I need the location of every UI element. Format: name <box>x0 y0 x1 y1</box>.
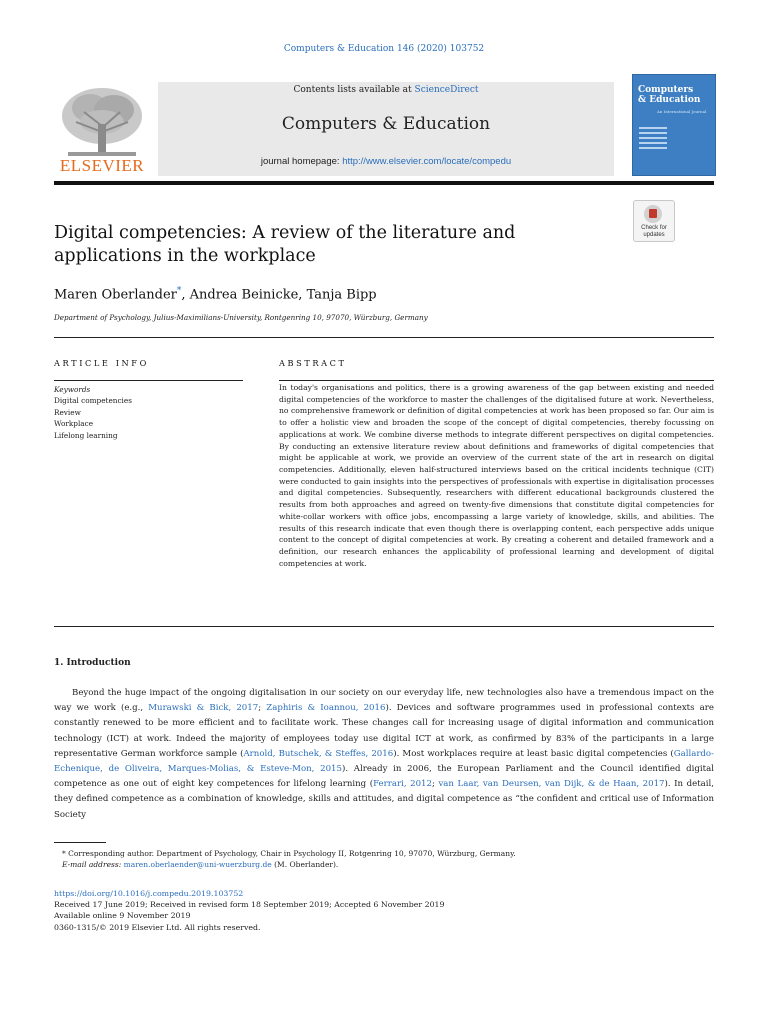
email-link[interactable]: maren.oberlaender@uni-wuerzburg.de <box>123 860 272 869</box>
article-title: Digital competencies: A review of the literature and applications in the workplace <box>54 223 516 266</box>
keywords-list <box>54 384 132 441</box>
keyword-item: Review <box>54 407 81 417</box>
corresponding-author-mark[interactable]: * <box>176 286 182 296</box>
journal-name: Computers & Education <box>281 114 491 134</box>
journal-banner <box>54 72 714 180</box>
cover-decoration <box>639 127 667 152</box>
check-for-updates-label: Check for updates <box>641 225 667 238</box>
keyword-item: Digital competencies <box>54 396 132 406</box>
citation-link[interactable]: Ferrari, 2012 <box>373 779 432 790</box>
corresponding-author-footnote: * Corresponding author. Department of Psychology, Chair in Psychology II, Rotgenring 10, 97070, Würzburg, Germany. <box>62 849 516 858</box>
divider <box>54 337 714 338</box>
cover-title: Computers & Education <box>638 85 701 105</box>
check-for-updates-button[interactable] <box>633 200 675 242</box>
introduction-paragraph: Beyond the huge impact of the ongoing digitalisation in our society on our everyday life, new technologies also have a tremendous impact on the way we work (e.g., Murawski & Bick, 2017; Zaphiris & Ioannou, 2016). Devices and software programmes used in professional contexts are constantly renewed to be more efficient and to facilitate work. These changes call for increasing usage of digital information and communication technology (ICT) at work. Indeed the majority of employees today use digital ICT at work, as confirmed by 83% of the participants in a large representative German workforce sample (Arnold, Butschek, & Steffes, 2016). Most workplaces require at least basic digital competencies (Gallardo-Echenique, de Oliveira, Marques-Molias, & Esteve-Mon, 2015). Already in 2006, the European Parliament and the Council identified digital competence as one out of eight key competences for lifelong learning (Ferrari, 2012; van Laar, van Deursen, van Dijk, & de Haan, 2017). In detail, they defined competence as a combination of knowledge, skills and attitudes, and digital competence as “the confident and critical use of Information Society <box>54 688 715 820</box>
email-footnote: E-mail address: maren.oberlaender@uni-wuerzburg.de (M. Oberlander). <box>62 860 339 869</box>
available-online: Available online 9 November 2019 <box>54 911 191 921</box>
homepage-link[interactable]: http://www.elsevier.com/locate/compedu <box>342 156 512 167</box>
publisher-name: ELSEVIER <box>59 156 145 175</box>
bookmark-icon <box>644 205 662 223</box>
divider <box>54 626 714 627</box>
affiliation: Department of Psychology, Julius-Maximilians-University, Rontgenring 10, 97070, Würzburg, Germany <box>54 313 428 322</box>
journal-homepage: journal homepage: http://www.elsevier.com/locate/compedu <box>260 156 512 167</box>
citation-link[interactable]: Gallardo-Echenique, de Oliveira, Marques-Molias, & Esteve-Mon, 2015 <box>54 748 715 775</box>
journal-reference[interactable]: Computers & Education 146 (2020) 103752 <box>283 44 485 54</box>
divider <box>54 380 243 381</box>
contents-line: Contents lists available at ScienceDirect <box>293 85 479 95</box>
other-authors: , Andrea Beinicke, Tanja Bipp <box>181 287 377 303</box>
journal-header-box <box>158 82 614 176</box>
citation-link[interactable]: Murawski & Bick, 2017 <box>148 703 259 714</box>
abstract-heading: ABSTRACT <box>279 358 347 368</box>
citation-link[interactable]: Zaphiris & Ioannou, 2016 <box>266 703 386 714</box>
divider <box>279 380 714 381</box>
cover-subtitle: An International Journal <box>657 109 707 114</box>
received-dates: Received 17 June 2019; Received in revised form 18 September 2019; Accepted 6 November 2019 <box>54 900 445 910</box>
keyword-item: Lifelong learning <box>54 430 118 440</box>
author-name: Maren Oberlander <box>54 287 177 303</box>
citation-link[interactable]: van Laar, van Deursen, van Dijk, & de Haan, 2017 <box>438 779 665 790</box>
article-info-heading: ARTICLE INFO <box>54 358 149 368</box>
keywords-label: Keywords <box>54 385 91 394</box>
copyright: 0360-1315/© 2019 Elsevier Ltd. All rights reserved. <box>54 922 261 932</box>
author-list <box>54 286 377 302</box>
keyword-item: Workplace <box>54 419 94 429</box>
sciencedirect-link[interactable]: ScienceDirect <box>414 85 479 95</box>
doi-link[interactable]: https://doi.org/10.1016/j.compedu.2019.103752 <box>54 889 244 898</box>
header-rule <box>54 181 714 185</box>
citation-link[interactable]: Arnold, Butschek, & Steffes, 2016 <box>243 748 394 759</box>
journal-cover-image[interactable] <box>632 74 716 176</box>
abstract-text: In today's organisations and politics, there is a growing awareness of the gap between existing and needed digital competencies of the workforce to master the challenges of the digitalised future at work. Nevertheless, no comprehensive framework or definition of digital competencies at work has been proposed so far. Our aim is to offer a holistic view and broaden the scope of the concept of digital competencies, thereby focussing on applications at work. We combine diverse methods to integrate different perspectives on digital competencies. By conducting an extensive literature review about definitions and frameworks of digital competencies that might be applicable at work, we provide an overview of the current state of the art in research on digital competencies. Additionally, eleven half-structured interviews based on the critical incidents technique (CIT) were conducted to gain insights into the perspectives of professionals with expertise in digitalisation processes and digital competencies. Subsequently, researchers with different educational backgrounds clustered the results from both approaches and agreed on twenty-five dimensions that constitute digital competencies for white-collar workers with office jobs, encompassing a large variety of knowledge, skills, and abilities. The results of this research indicate that even though there is overlapping content, each perspective adds unique content to the concept of digital competencies at work. By creating a coherent and detailed framework and a definition, our research enhances the applicability of professional learning and development of digital competencies at work. <box>279 383 714 568</box>
footnote-rule <box>54 842 106 843</box>
publication-info <box>54 888 444 933</box>
section-heading-introduction: 1. Introduction <box>54 658 131 668</box>
